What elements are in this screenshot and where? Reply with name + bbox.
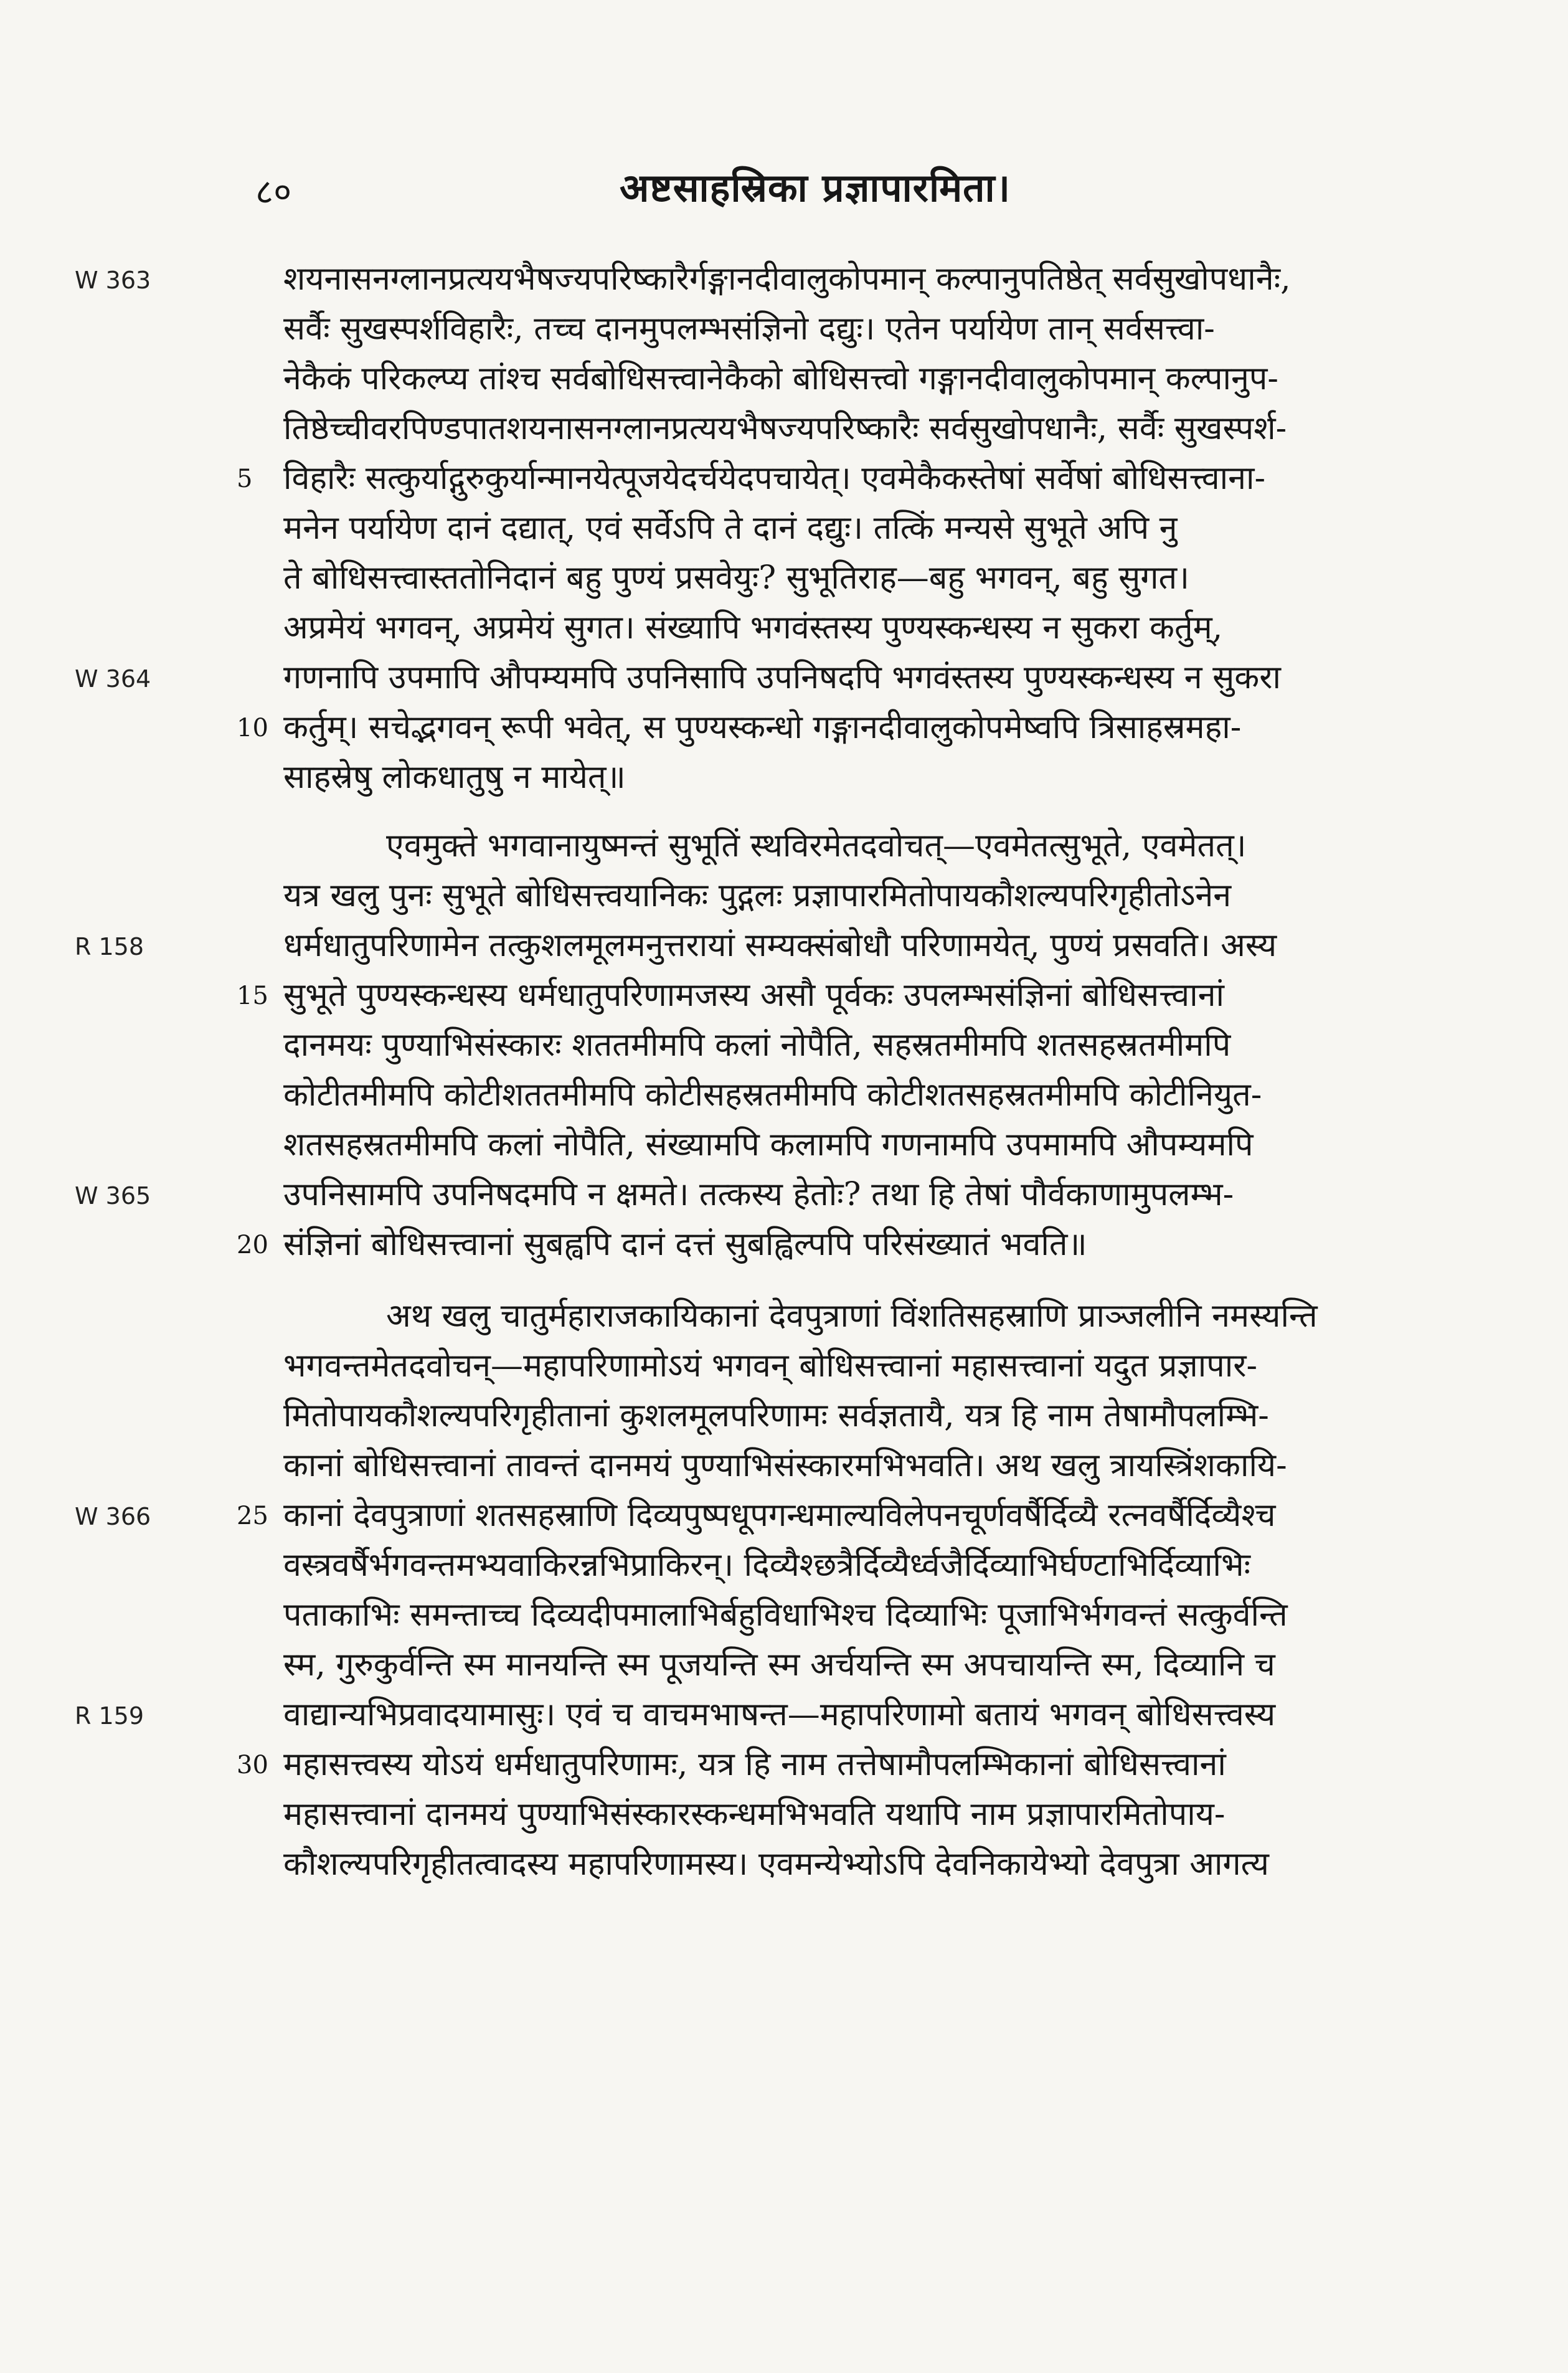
text-line: मितोपायकौशल्यपरिगृहीतानां कुशलमूलपरिणामः सर्वज्ञतायै, यत्र हि नाम तेषामौपलम्भि-	[283, 1397, 1269, 1434]
text-line: सुभूते पुण्यस्कन्धस्य धर्मधातुपरिणामजस्य असौ पूर्वकः उपलम्भसंज्ञिनां बोधिसत्त्वानां	[283, 977, 1224, 1014]
margin-reference: W 363	[75, 267, 151, 294]
margin-reference: W 366	[75, 1503, 151, 1530]
page-number: ८०	[255, 172, 292, 212]
text-line: महासत्त्वानां दानमयं पुण्याभिसंस्कारस्कन्धमभिभवति यथापि नाम प्रज्ञापारमितोपाय-	[283, 1796, 1226, 1833]
line-number: 15	[237, 982, 268, 1010]
text-line: वाद्यान्यभिप्रवादयामासुः। एवं च वाचमभाषन्त—महापरिणामो बतायं भगवन् बोधिसत्त्वस्य	[283, 1696, 1276, 1733]
text-line: कानां बोधिसत्त्वानां तावन्तं दानमयं पुण्याभिसंस्कारमभिभवति। अथ खलु त्रायस्त्रिंशकायि-	[283, 1447, 1287, 1484]
text-line: यत्र खलु पुनः सुभूते बोधिसत्त्वयानिकः पुद्गलः प्रज्ञापारमितोपायकौशल्यपरिगृहीतोऽनेन	[283, 877, 1232, 914]
text-line: विहारैः सत्कुर्याद्गुरुकुर्यान्मानयेत्पूजयेदर्चयेदपचायेत्। एवमेकैकस्तेषां सर्वेषां बोधिसत्त्वाना-	[283, 460, 1266, 497]
running-title: अष्टसाहस्रिका प्रज्ञापारमिता।	[620, 165, 1011, 211]
line-number: 20	[237, 1231, 268, 1259]
line-number: 25	[237, 1502, 268, 1530]
text-line: शयनासनग्लानप्रत्ययभैषज्यपरिष्कारैर्गङ्गानदीवालुकोपमान् कल्पानुपतिष्ठेत् सर्वसुखोपधानैः,	[283, 260, 1291, 298]
margin-reference: R 158	[75, 933, 144, 960]
text-line: स्म, गुरुकुर्वन्ति स्म मानयन्ति स्म पूजयन्ति स्म अर्चयन्ति स्म अपचायन्ति स्म, दिव्यानि च	[283, 1646, 1275, 1684]
text-line: कर्तुम्। सचेद्भगवन् रूपी भवेत्, स पुण्यस्कन्धो गङ्गानदीवालुकोपमेष्वपि त्रिसाहस्रमहा-	[283, 709, 1242, 746]
text-line: ते बोधिसत्त्वास्ततोनिदानं बहु पुण्यं प्रसवेयुः? सुभूतिराह—बहु भगवन्, बहु सुगत।	[283, 559, 1189, 597]
text-line: दानमयः पुण्याभिसंस्कारः शततमीमपि कलां नोपैति, सहस्रतमीमपि शतसहस्रतमीमपि	[283, 1026, 1231, 1064]
line-number: 30	[237, 1751, 268, 1779]
text-line: शतसहस्रतमीमपि कलां नोपैति, संख्यामपि कलामपि गणनामपि उपमामपि औपम्यमपि	[283, 1126, 1254, 1163]
text-line: कोटीतमीमपि कोटीशततमीमपि कोटीसहस्रतमीमपि कोटीशतसहस्रतमीमपि कोटीनियुत-	[283, 1076, 1262, 1114]
text-line: भगवन्तमेतदवोचन्—महापरिणामोऽयं भगवन् बोधिसत्त्वानां महासत्त्वानां यदुत प्रज्ञापार-	[283, 1347, 1258, 1385]
text-line: महासत्त्वस्य योऽयं धर्मधातुपरिणामः, यत्र हि नाम तत्तेषामौपलम्भिकानां बोधिसत्त्वानां	[283, 1746, 1226, 1783]
page-header	[237, 161, 1482, 217]
line-number: 10	[237, 714, 268, 742]
text-line: कानां देवपुत्राणां शतसहस्राणि दिव्यपुष्पधूपगन्धमाल्यविलेपनचूर्णवर्षैर्दिव्यै रत्नवर्षैर्दिव्यैश्च	[283, 1497, 1276, 1534]
text-line: संज्ञिनां बोधिसत्त्वानां सुबह्वपि दानं दत्तं सुबह्विल्पपि परिसंख्यातं भवति॥	[283, 1226, 1087, 1263]
text-line: अप्रमेयं भगवन्, अप्रमेयं सुगत। संख्यापि भगवंस्तस्य पुण्यस्कन्धस्य न सुकरा कर्तुम्,	[283, 609, 1223, 647]
text-line: गणनापि उपमापि औपम्यमपि उपनिसापि उपनिषदपि भगवंस्तस्य पुण्यस्कन्धस्य न सुकरा	[283, 659, 1281, 696]
margin-reference: R 159	[75, 1702, 144, 1730]
text-line: पताकाभिः समन्ताच्च दिव्यदीपमालाभिर्बहुविधाभिश्च दिव्याभिः पूजाभिर्भगवन्तं सत्कुर्वन्ति	[283, 1596, 1288, 1634]
text-line: साहस्रेषु लोकधातुषु न मायेत्॥	[283, 759, 626, 796]
text-line: सर्वैः सुखस्पर्शविहारैः, तच्च दानमुपलम्भसंज्ञिनो दद्युः। एतेन पर्यायेण तान् सर्वसत्त्वा-	[283, 310, 1215, 348]
line-number: 5	[237, 465, 253, 493]
text-line: मनेन पर्यायेण दानं दद्यात्, एवं सर्वेऽपि ते दानं दद्युः। तत्किं मन्यसे सुभूते अपि नु	[283, 509, 1178, 547]
text-line: नेकैकं परिकल्प्य तांश्च सर्वबोधिसत्त्वानेकैको बोधिसत्त्वो गङ्गानदीवालुकोपमान् कल्पानुप-	[283, 360, 1278, 397]
text-line: वस्त्रवर्षैर्भगवन्तमभ्यवाकिरन्नभिप्राकिरन्। दिव्यैश्छत्रैर्दिव्यैर्ध्वजैर्दिव्याभिर्घण्टाभिर्दिव्याभिः	[283, 1546, 1251, 1584]
margin-reference: W 364	[75, 665, 151, 693]
text-line: उपनिसामपि उपनिषदमपि न क्षमते। तत्कस्य हेतोः? तथा हि तेषां पौर्वकाणामुपलम्भ-	[283, 1176, 1234, 1213]
text-line: तिष्ठेच्चीवरपिण्डपातशयनासनग्लानप्रत्ययभैषज्यपरिष्कारैः सर्वसुखोपधानैः, सर्वैः सुखस्पर्श-	[283, 410, 1287, 447]
margin-reference: W 365	[75, 1182, 151, 1210]
text-line: अथ खलु चातुर्महाराजकायिकानां देवपुत्राणां विंशतिसहस्राणि प्राञ्जलीनि नमस्यन्ति	[386, 1297, 1318, 1335]
text-line: एवमुक्ते भगवानायुष्मन्तं सुभूतिं स्थविरमेतदवोचत्—एवमेतत्सुभूते, एवमेतत्।	[386, 827, 1247, 864]
text-line: कौशल्यपरिगृहीतत्वादस्य महापरिणामस्य। एवमन्येभ्योऽपि देवनिकायेभ्यो देवपुत्रा आगत्य	[283, 1845, 1269, 1883]
text-line: धर्मधातुपरिणामेन तत्कुशलमूलमनुत्तरायां सम्यक्संबोधौ परिणामयेत्, पुण्यं प्रसवति। अस्य	[283, 927, 1277, 964]
